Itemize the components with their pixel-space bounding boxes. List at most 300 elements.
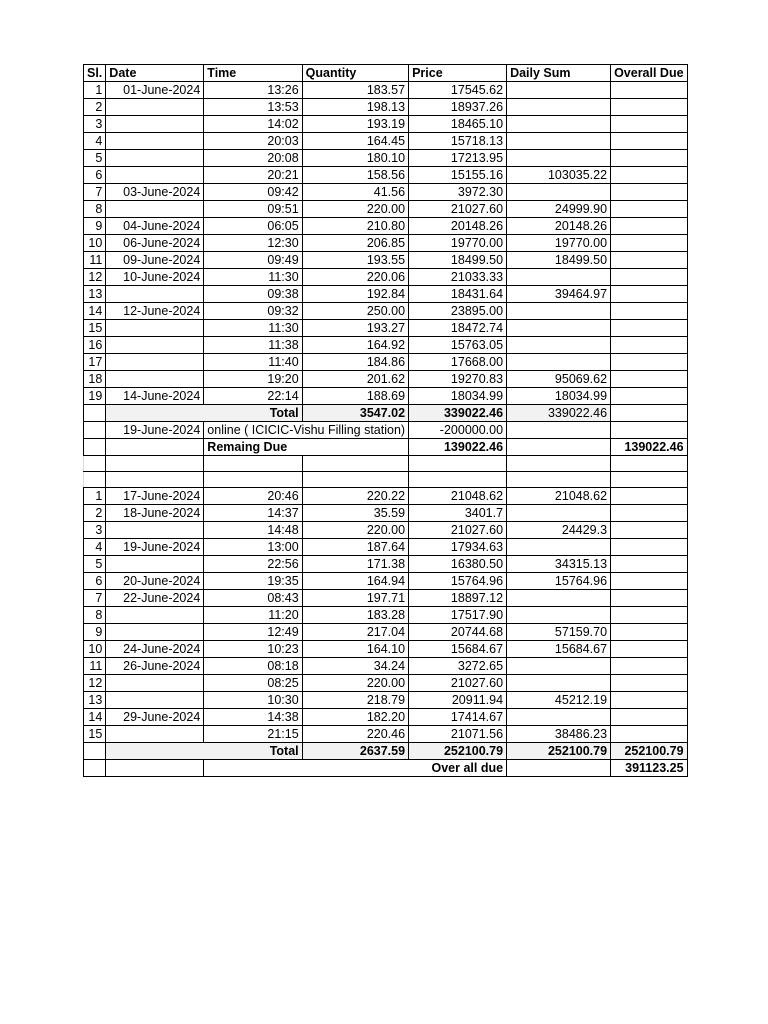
row-daily-sum: 24429.3 bbox=[507, 522, 611, 539]
row-overall-due bbox=[611, 641, 687, 658]
row-date bbox=[106, 99, 204, 116]
header-overall-due: Overall Due bbox=[611, 65, 687, 82]
row-daily-sum bbox=[507, 607, 611, 624]
row-price: 17517.90 bbox=[409, 607, 507, 624]
row-overall-due bbox=[611, 371, 687, 388]
row-overall-due bbox=[611, 675, 687, 692]
row-quantity: 34.24 bbox=[302, 658, 408, 675]
row-quantity: 183.28 bbox=[302, 607, 408, 624]
row-date: 22-June-2024 bbox=[106, 590, 204, 607]
section1-total-qty: 3547.02 bbox=[302, 405, 408, 422]
row-sl: 15 bbox=[84, 726, 106, 743]
row-sl: 13 bbox=[84, 692, 106, 709]
row-price: 15684.67 bbox=[409, 641, 507, 658]
row-price: 3272.65 bbox=[409, 658, 507, 675]
row-date: 18-June-2024 bbox=[106, 505, 204, 522]
row-daily-sum bbox=[507, 590, 611, 607]
row-time: 14:48 bbox=[204, 522, 302, 539]
row-date bbox=[106, 337, 204, 354]
row-quantity: 192.84 bbox=[302, 286, 408, 303]
row-overall-due bbox=[611, 505, 687, 522]
table-row bbox=[84, 522, 688, 539]
row-daily-sum: 18034.99 bbox=[507, 388, 611, 405]
row-date bbox=[106, 201, 204, 218]
section2-total-price: 252100.79 bbox=[409, 743, 507, 760]
row-overall-due bbox=[611, 150, 687, 167]
row-daily-sum bbox=[507, 116, 611, 133]
row-quantity: 41.56 bbox=[302, 184, 408, 201]
header-daily-sum: Daily Sum bbox=[507, 65, 611, 82]
row-price: 15718.13 bbox=[409, 133, 507, 150]
row-sl: 5 bbox=[84, 556, 106, 573]
row-price: 17934.63 bbox=[409, 539, 507, 556]
header-row bbox=[84, 65, 688, 82]
table-row bbox=[84, 641, 688, 658]
row-daily-sum: 21048.62 bbox=[507, 488, 611, 505]
row-daily-sum bbox=[507, 303, 611, 320]
table-row bbox=[84, 556, 688, 573]
row-overall-due bbox=[611, 303, 687, 320]
row-daily-sum bbox=[507, 269, 611, 286]
row-price: 17414.67 bbox=[409, 709, 507, 726]
row-quantity: 220.06 bbox=[302, 269, 408, 286]
row-overall-due bbox=[611, 709, 687, 726]
row-daily-sum bbox=[507, 658, 611, 675]
row-price: 18034.99 bbox=[409, 388, 507, 405]
row-sl: 6 bbox=[84, 573, 106, 590]
row-date: 20-June-2024 bbox=[106, 573, 204, 590]
row-daily-sum: 34315.13 bbox=[507, 556, 611, 573]
remaining-due-overall: 139022.46 bbox=[611, 439, 687, 456]
row-sl: 5 bbox=[84, 150, 106, 167]
row-date bbox=[106, 522, 204, 539]
row-time: 10:30 bbox=[204, 692, 302, 709]
row-price: 18499.50 bbox=[409, 252, 507, 269]
row-sl: 6 bbox=[84, 167, 106, 184]
remaining-due-label: Remaing Due bbox=[204, 439, 409, 456]
row-price: 18465.10 bbox=[409, 116, 507, 133]
row-daily-sum: 20148.26 bbox=[507, 218, 611, 235]
row-time: 21:15 bbox=[204, 726, 302, 743]
row-time: 11:30 bbox=[204, 320, 302, 337]
row-daily-sum: 45212.19 bbox=[507, 692, 611, 709]
table-row bbox=[84, 709, 688, 726]
row-time: 22:56 bbox=[204, 556, 302, 573]
section2-total-overall: 252100.79 bbox=[611, 743, 687, 760]
table-row bbox=[84, 252, 688, 269]
row-daily-sum bbox=[507, 675, 611, 692]
table-row bbox=[84, 488, 688, 505]
row-sl: 2 bbox=[84, 99, 106, 116]
row-price: 20148.26 bbox=[409, 218, 507, 235]
row-sl: 4 bbox=[84, 539, 106, 556]
row-sl: 19 bbox=[84, 388, 106, 405]
row-sl: 15 bbox=[84, 320, 106, 337]
spacer-row bbox=[84, 472, 688, 488]
row-price: 15764.96 bbox=[409, 573, 507, 590]
table-row bbox=[84, 607, 688, 624]
header-quantity: Quantity bbox=[302, 65, 408, 82]
row-price: 17668.00 bbox=[409, 354, 507, 371]
row-overall-due bbox=[611, 726, 687, 743]
section1-total-label: Total bbox=[204, 405, 302, 422]
row-quantity: 193.19 bbox=[302, 116, 408, 133]
row-date bbox=[106, 675, 204, 692]
row-time: 13:26 bbox=[204, 82, 302, 99]
row-date: 04-June-2024 bbox=[106, 218, 204, 235]
row-price: 3401.7 bbox=[409, 505, 507, 522]
payment-row bbox=[84, 422, 688, 439]
section2-total-daily: 252100.79 bbox=[507, 743, 611, 760]
row-date: 01-June-2024 bbox=[106, 82, 204, 99]
row-time: 19:35 bbox=[204, 573, 302, 590]
row-date bbox=[106, 286, 204, 303]
row-quantity: 187.64 bbox=[302, 539, 408, 556]
row-quantity: 201.62 bbox=[302, 371, 408, 388]
row-daily-sum bbox=[507, 99, 611, 116]
row-quantity: 164.10 bbox=[302, 641, 408, 658]
row-date: 06-June-2024 bbox=[106, 235, 204, 252]
row-daily-sum bbox=[507, 505, 611, 522]
row-daily-sum bbox=[507, 150, 611, 167]
row-daily-sum bbox=[507, 337, 611, 354]
row-quantity: 220.46 bbox=[302, 726, 408, 743]
row-time: 20:46 bbox=[204, 488, 302, 505]
table-row bbox=[84, 658, 688, 675]
row-price: 21048.62 bbox=[409, 488, 507, 505]
table-row bbox=[84, 726, 688, 743]
row-price: 19270.83 bbox=[409, 371, 507, 388]
row-quantity: 158.56 bbox=[302, 167, 408, 184]
table-row bbox=[84, 539, 688, 556]
row-overall-due bbox=[611, 201, 687, 218]
row-quantity: 164.94 bbox=[302, 573, 408, 590]
table-row bbox=[84, 167, 688, 184]
row-time: 12:49 bbox=[204, 624, 302, 641]
header-time: Time bbox=[204, 65, 302, 82]
table-row bbox=[84, 692, 688, 709]
table-row bbox=[84, 286, 688, 303]
row-quantity: 217.04 bbox=[302, 624, 408, 641]
row-sl: 3 bbox=[84, 522, 106, 539]
row-date bbox=[106, 726, 204, 743]
row-date bbox=[106, 624, 204, 641]
row-sl: 10 bbox=[84, 235, 106, 252]
row-overall-due bbox=[611, 286, 687, 303]
row-quantity: 210.80 bbox=[302, 218, 408, 235]
row-quantity: 180.10 bbox=[302, 150, 408, 167]
row-overall-due bbox=[611, 607, 687, 624]
ledger-table bbox=[83, 64, 688, 777]
row-price: 18472.74 bbox=[409, 320, 507, 337]
row-sl: 12 bbox=[84, 675, 106, 692]
row-quantity: 220.00 bbox=[302, 675, 408, 692]
row-sl: 1 bbox=[84, 488, 106, 505]
row-overall-due bbox=[611, 488, 687, 505]
remaining-due-price: 139022.46 bbox=[409, 439, 507, 456]
table-row bbox=[84, 218, 688, 235]
section2-total-row bbox=[84, 743, 688, 760]
row-quantity: 220.22 bbox=[302, 488, 408, 505]
row-price: 18431.64 bbox=[409, 286, 507, 303]
row-time: 13:53 bbox=[204, 99, 302, 116]
payment-note: online ( ICICIC-Vishu Filling station) bbox=[204, 422, 409, 439]
row-sl: 1 bbox=[84, 82, 106, 99]
row-quantity: 220.00 bbox=[302, 522, 408, 539]
payment-amount: -200000.00 bbox=[409, 422, 507, 439]
table-row bbox=[84, 624, 688, 641]
spacer-row bbox=[84, 456, 688, 472]
row-overall-due bbox=[611, 624, 687, 641]
row-quantity: 193.55 bbox=[302, 252, 408, 269]
row-price: 21071.56 bbox=[409, 726, 507, 743]
row-sl: 11 bbox=[84, 658, 106, 675]
row-date bbox=[106, 607, 204, 624]
row-date bbox=[106, 354, 204, 371]
row-sl: 18 bbox=[84, 371, 106, 388]
row-sl: 2 bbox=[84, 505, 106, 522]
row-date bbox=[106, 150, 204, 167]
row-overall-due bbox=[611, 167, 687, 184]
row-price: 20911.94 bbox=[409, 692, 507, 709]
row-time: 06:05 bbox=[204, 218, 302, 235]
row-overall-due bbox=[611, 590, 687, 607]
table-row bbox=[84, 303, 688, 320]
table-row bbox=[84, 371, 688, 388]
row-price: 18937.26 bbox=[409, 99, 507, 116]
row-time: 12:30 bbox=[204, 235, 302, 252]
row-daily-sum: 18499.50 bbox=[507, 252, 611, 269]
row-quantity: 206.85 bbox=[302, 235, 408, 252]
table-row bbox=[84, 82, 688, 99]
row-time: 11:40 bbox=[204, 354, 302, 371]
row-sl: 14 bbox=[84, 303, 106, 320]
row-time: 14:38 bbox=[204, 709, 302, 726]
row-daily-sum: 103035.22 bbox=[507, 167, 611, 184]
row-date: 26-June-2024 bbox=[106, 658, 204, 675]
table-row bbox=[84, 337, 688, 354]
row-sl: 16 bbox=[84, 337, 106, 354]
row-overall-due bbox=[611, 269, 687, 286]
row-price: 19770.00 bbox=[409, 235, 507, 252]
row-quantity: 182.20 bbox=[302, 709, 408, 726]
row-sl: 14 bbox=[84, 709, 106, 726]
row-quantity: 193.27 bbox=[302, 320, 408, 337]
row-daily-sum: 38486.23 bbox=[507, 726, 611, 743]
row-daily-sum bbox=[507, 320, 611, 337]
row-daily-sum: 95069.62 bbox=[507, 371, 611, 388]
row-quantity: 164.45 bbox=[302, 133, 408, 150]
row-quantity: 198.13 bbox=[302, 99, 408, 116]
table-row bbox=[84, 184, 688, 201]
row-overall-due bbox=[611, 556, 687, 573]
row-time: 11:20 bbox=[204, 607, 302, 624]
table-row bbox=[84, 150, 688, 167]
section1-total-price: 339022.46 bbox=[409, 405, 507, 422]
row-date bbox=[106, 320, 204, 337]
row-price: 17545.62 bbox=[409, 82, 507, 99]
row-price: 3972.30 bbox=[409, 184, 507, 201]
row-sl: 13 bbox=[84, 286, 106, 303]
row-sl: 7 bbox=[84, 184, 106, 201]
row-time: 09:51 bbox=[204, 201, 302, 218]
row-time: 20:21 bbox=[204, 167, 302, 184]
row-overall-due bbox=[611, 388, 687, 405]
row-quantity: 197.71 bbox=[302, 590, 408, 607]
row-price: 21027.60 bbox=[409, 201, 507, 218]
row-time: 08:43 bbox=[204, 590, 302, 607]
table-row bbox=[84, 235, 688, 252]
row-price: 17213.95 bbox=[409, 150, 507, 167]
row-sl: 9 bbox=[84, 218, 106, 235]
row-price: 16380.50 bbox=[409, 556, 507, 573]
row-daily-sum: 19770.00 bbox=[507, 235, 611, 252]
row-date bbox=[106, 371, 204, 388]
row-sl: 10 bbox=[84, 641, 106, 658]
row-time: 22:14 bbox=[204, 388, 302, 405]
header-date: Date bbox=[106, 65, 204, 82]
row-overall-due bbox=[611, 539, 687, 556]
row-sl: 11 bbox=[84, 252, 106, 269]
row-time: 09:38 bbox=[204, 286, 302, 303]
row-sl: 9 bbox=[84, 624, 106, 641]
row-quantity: 218.79 bbox=[302, 692, 408, 709]
row-date: 10-June-2024 bbox=[106, 269, 204, 286]
row-overall-due bbox=[611, 522, 687, 539]
row-daily-sum bbox=[507, 709, 611, 726]
table-row bbox=[84, 269, 688, 286]
section2-total-label: Total bbox=[204, 743, 302, 760]
row-overall-due bbox=[611, 116, 687, 133]
table-row bbox=[84, 99, 688, 116]
row-overall-due bbox=[611, 658, 687, 675]
row-quantity: 35.59 bbox=[302, 505, 408, 522]
row-overall-due bbox=[611, 354, 687, 371]
remaining-due-row bbox=[84, 439, 688, 456]
table-row bbox=[84, 573, 688, 590]
table-row bbox=[84, 388, 688, 405]
row-time: 08:18 bbox=[204, 658, 302, 675]
row-daily-sum bbox=[507, 539, 611, 556]
row-daily-sum bbox=[507, 82, 611, 99]
row-time: 08:25 bbox=[204, 675, 302, 692]
row-sl: 17 bbox=[84, 354, 106, 371]
row-date bbox=[106, 167, 204, 184]
row-time: 09:32 bbox=[204, 303, 302, 320]
section1-total-row bbox=[84, 405, 688, 422]
section2-total-qty: 2637.59 bbox=[302, 743, 408, 760]
row-date: 03-June-2024 bbox=[106, 184, 204, 201]
row-price: 18897.12 bbox=[409, 590, 507, 607]
row-quantity: 220.00 bbox=[302, 201, 408, 218]
row-daily-sum: 39464.97 bbox=[507, 286, 611, 303]
row-daily-sum: 15684.67 bbox=[507, 641, 611, 658]
row-sl: 7 bbox=[84, 590, 106, 607]
row-quantity: 188.69 bbox=[302, 388, 408, 405]
row-quantity: 164.92 bbox=[302, 337, 408, 354]
row-time: 09:42 bbox=[204, 184, 302, 201]
row-price: 23895.00 bbox=[409, 303, 507, 320]
row-date: 12-June-2024 bbox=[106, 303, 204, 320]
row-date bbox=[106, 556, 204, 573]
row-overall-due bbox=[611, 99, 687, 116]
section1-total-daily: 339022.46 bbox=[507, 405, 611, 422]
row-time: 13:00 bbox=[204, 539, 302, 556]
row-date: 09-June-2024 bbox=[106, 252, 204, 269]
row-overall-due bbox=[611, 252, 687, 269]
row-overall-due bbox=[611, 133, 687, 150]
row-price: 20744.68 bbox=[409, 624, 507, 641]
row-date: 14-June-2024 bbox=[106, 388, 204, 405]
row-time: 14:37 bbox=[204, 505, 302, 522]
header-sl: Sl. bbox=[84, 65, 106, 82]
row-time: 09:49 bbox=[204, 252, 302, 269]
row-quantity: 250.00 bbox=[302, 303, 408, 320]
row-overall-due bbox=[611, 218, 687, 235]
row-price: 15155.16 bbox=[409, 167, 507, 184]
row-date: 19-June-2024 bbox=[106, 539, 204, 556]
row-overall-due bbox=[611, 337, 687, 354]
row-quantity: 171.38 bbox=[302, 556, 408, 573]
row-quantity: 183.57 bbox=[302, 82, 408, 99]
row-price: 21033.33 bbox=[409, 269, 507, 286]
row-overall-due bbox=[611, 573, 687, 590]
row-date: 29-June-2024 bbox=[106, 709, 204, 726]
payment-date: 19-June-2024 bbox=[106, 422, 204, 439]
table-row bbox=[84, 505, 688, 522]
overall-due-label: Over all due bbox=[204, 760, 507, 777]
row-daily-sum: 57159.70 bbox=[507, 624, 611, 641]
table-row bbox=[84, 116, 688, 133]
row-daily-sum: 24999.90 bbox=[507, 201, 611, 218]
header-price: Price bbox=[409, 65, 507, 82]
row-time: 10:23 bbox=[204, 641, 302, 658]
row-date: 24-June-2024 bbox=[106, 641, 204, 658]
row-daily-sum bbox=[507, 184, 611, 201]
row-date: 17-June-2024 bbox=[106, 488, 204, 505]
row-quantity: 184.86 bbox=[302, 354, 408, 371]
row-overall-due bbox=[611, 184, 687, 201]
table-row bbox=[84, 201, 688, 218]
row-time: 19:20 bbox=[204, 371, 302, 388]
row-price: 15763.05 bbox=[409, 337, 507, 354]
row-daily-sum bbox=[507, 354, 611, 371]
row-price: 21027.60 bbox=[409, 675, 507, 692]
table-row bbox=[84, 675, 688, 692]
row-time: 20:03 bbox=[204, 133, 302, 150]
table-row bbox=[84, 133, 688, 150]
row-daily-sum bbox=[507, 133, 611, 150]
row-sl: 4 bbox=[84, 133, 106, 150]
row-sl: 8 bbox=[84, 607, 106, 624]
row-time: 20:08 bbox=[204, 150, 302, 167]
table-row bbox=[84, 320, 688, 337]
row-daily-sum: 15764.96 bbox=[507, 573, 611, 590]
row-date bbox=[106, 133, 204, 150]
row-date bbox=[106, 116, 204, 133]
overall-due-row bbox=[84, 760, 688, 777]
row-overall-due bbox=[611, 235, 687, 252]
row-time: 11:30 bbox=[204, 269, 302, 286]
row-sl: 3 bbox=[84, 116, 106, 133]
row-time: 11:38 bbox=[204, 337, 302, 354]
row-overall-due bbox=[611, 82, 687, 99]
table-row bbox=[84, 590, 688, 607]
row-date bbox=[106, 692, 204, 709]
row-overall-due bbox=[611, 692, 687, 709]
overall-due-value: 391123.25 bbox=[611, 760, 687, 777]
row-time: 14:02 bbox=[204, 116, 302, 133]
